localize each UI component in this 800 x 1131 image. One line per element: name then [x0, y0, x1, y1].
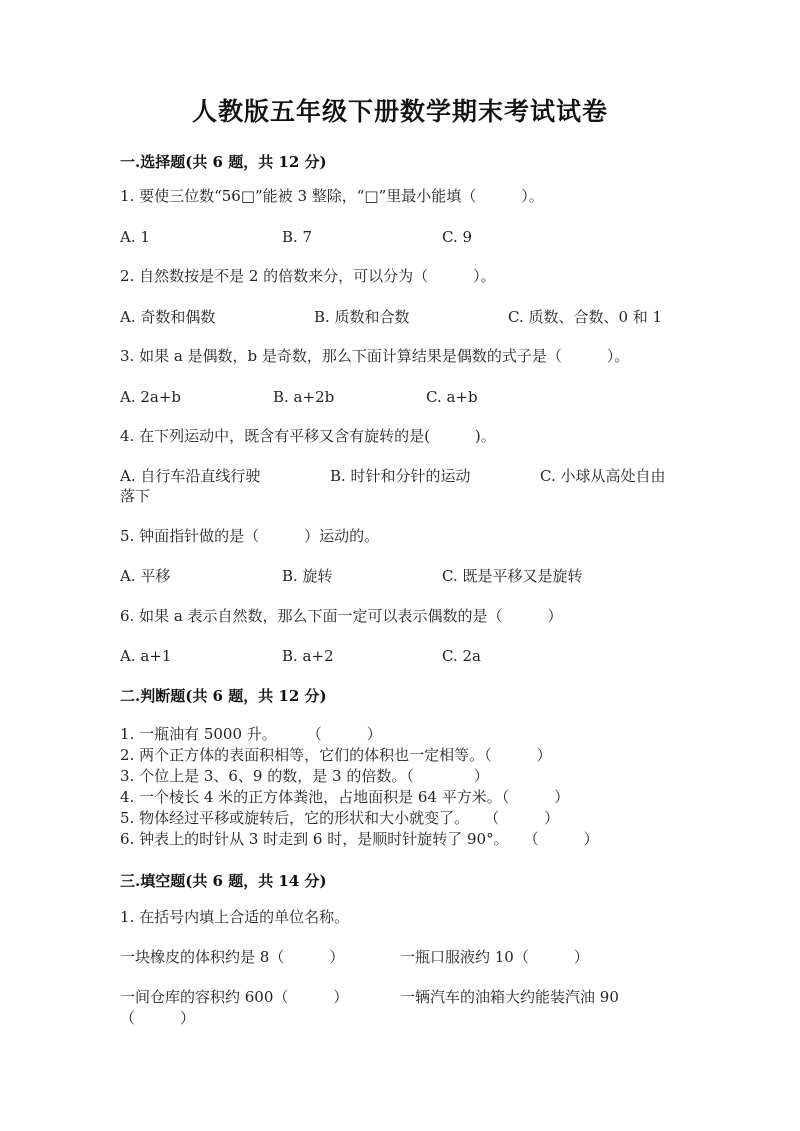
option-a: A. 自行车沿直线行驶 — [120, 467, 261, 485]
fill-question: 1. 在括号内填上合适的单位名称。 — [120, 908, 350, 926]
option-c: C. a+b — [426, 388, 478, 406]
judge-item: 3. 个位上是 3、6、9 的数，是 3 的倍数。（ ） — [120, 767, 489, 785]
option-b: B. 7 — [282, 228, 313, 246]
option-b: B. 旋转 — [282, 567, 333, 585]
option-b: B. a+2 — [282, 647, 334, 665]
option-a: A. 奇数和偶数 — [120, 308, 216, 326]
question-stem: 3. 如果 a 是偶数，b 是奇数，那么下面计算结果是偶数的式子是（ ）。 — [120, 347, 630, 365]
judge-item: 6. 钟表上的时针从 3 时走到 6 时，是顺时针旋转了 90°。 （ ） — [120, 830, 599, 848]
question-stem: 4. 在下列运动中，既含有平移又含有旋转的是( )。 — [120, 427, 496, 445]
judge-item: 1. 一瓶油有 5000 升。 （ ） — [120, 725, 382, 743]
option-c: C. 小球从高处自由 — [540, 467, 666, 485]
page-title: 人教版五年级下册数学期末考试试卷 — [191, 97, 608, 126]
option-c: C. 9 — [442, 228, 473, 246]
option-c: C. 既是平移又是旋转 — [442, 567, 583, 585]
question-stem: 6. 如果 a 表示自然数，那么下面一定可以表示偶数的是（ ） — [120, 607, 563, 625]
fill-continuation: （ ） — [120, 1009, 196, 1027]
option-a: A. 2a+b — [120, 388, 182, 406]
section-header-fill: 三.填空题(共 6 题，共 14 分) — [120, 872, 327, 890]
fill-item: 一间仓库的容积约 600（ ） — [120, 988, 349, 1006]
section-header-judge: 二.判断题(共 6 题，共 12 分) — [120, 687, 327, 705]
section-header-choice: 一.选择题(共 6 题，共 12 分) — [120, 153, 327, 171]
question-stem: 2. 自然数按是不是 2 的倍数来分，可以分为（ ）。 — [120, 267, 496, 285]
option-c: C. 质数、合数、0 和 1 — [508, 308, 663, 326]
option-c: C. 2a — [442, 647, 481, 665]
question-stem: 1. 要使三位数“56□”能被 3 整除，“□”里最小能填（ ）。 — [120, 187, 544, 205]
judge-item: 5. 物体经过平移或旋转后，它的形状和大小就变了。 （ ） — [120, 809, 560, 827]
option-a: A. 1 — [120, 228, 150, 246]
fill-item: 一块橡皮的体积约是 8（ ） — [120, 948, 345, 966]
option-continuation: 落下 — [120, 487, 151, 505]
judge-item: 2. 两个正方体的表面积相等，它们的体积也一定相等。（ ） — [120, 746, 552, 764]
option-a: A. a+1 — [120, 647, 172, 665]
question-stem: 5. 钟面指针做的是（ ）运动的。 — [120, 527, 380, 545]
option-b: B. 质数和合数 — [314, 308, 410, 326]
fill-item: 一瓶口服液约 10（ ） — [400, 948, 589, 966]
judge-item: 4. 一个棱长 4 米的正方体粪池，占地面积是 64 平方米。（ ） — [120, 788, 570, 806]
option-b: B. 时针和分针的运动 — [330, 467, 471, 485]
option-b: B. a+2b — [273, 388, 335, 406]
fill-item: 一辆汽车的油箱大约能装汽油 90 — [400, 988, 619, 1006]
option-a: A. 平移 — [120, 567, 171, 585]
